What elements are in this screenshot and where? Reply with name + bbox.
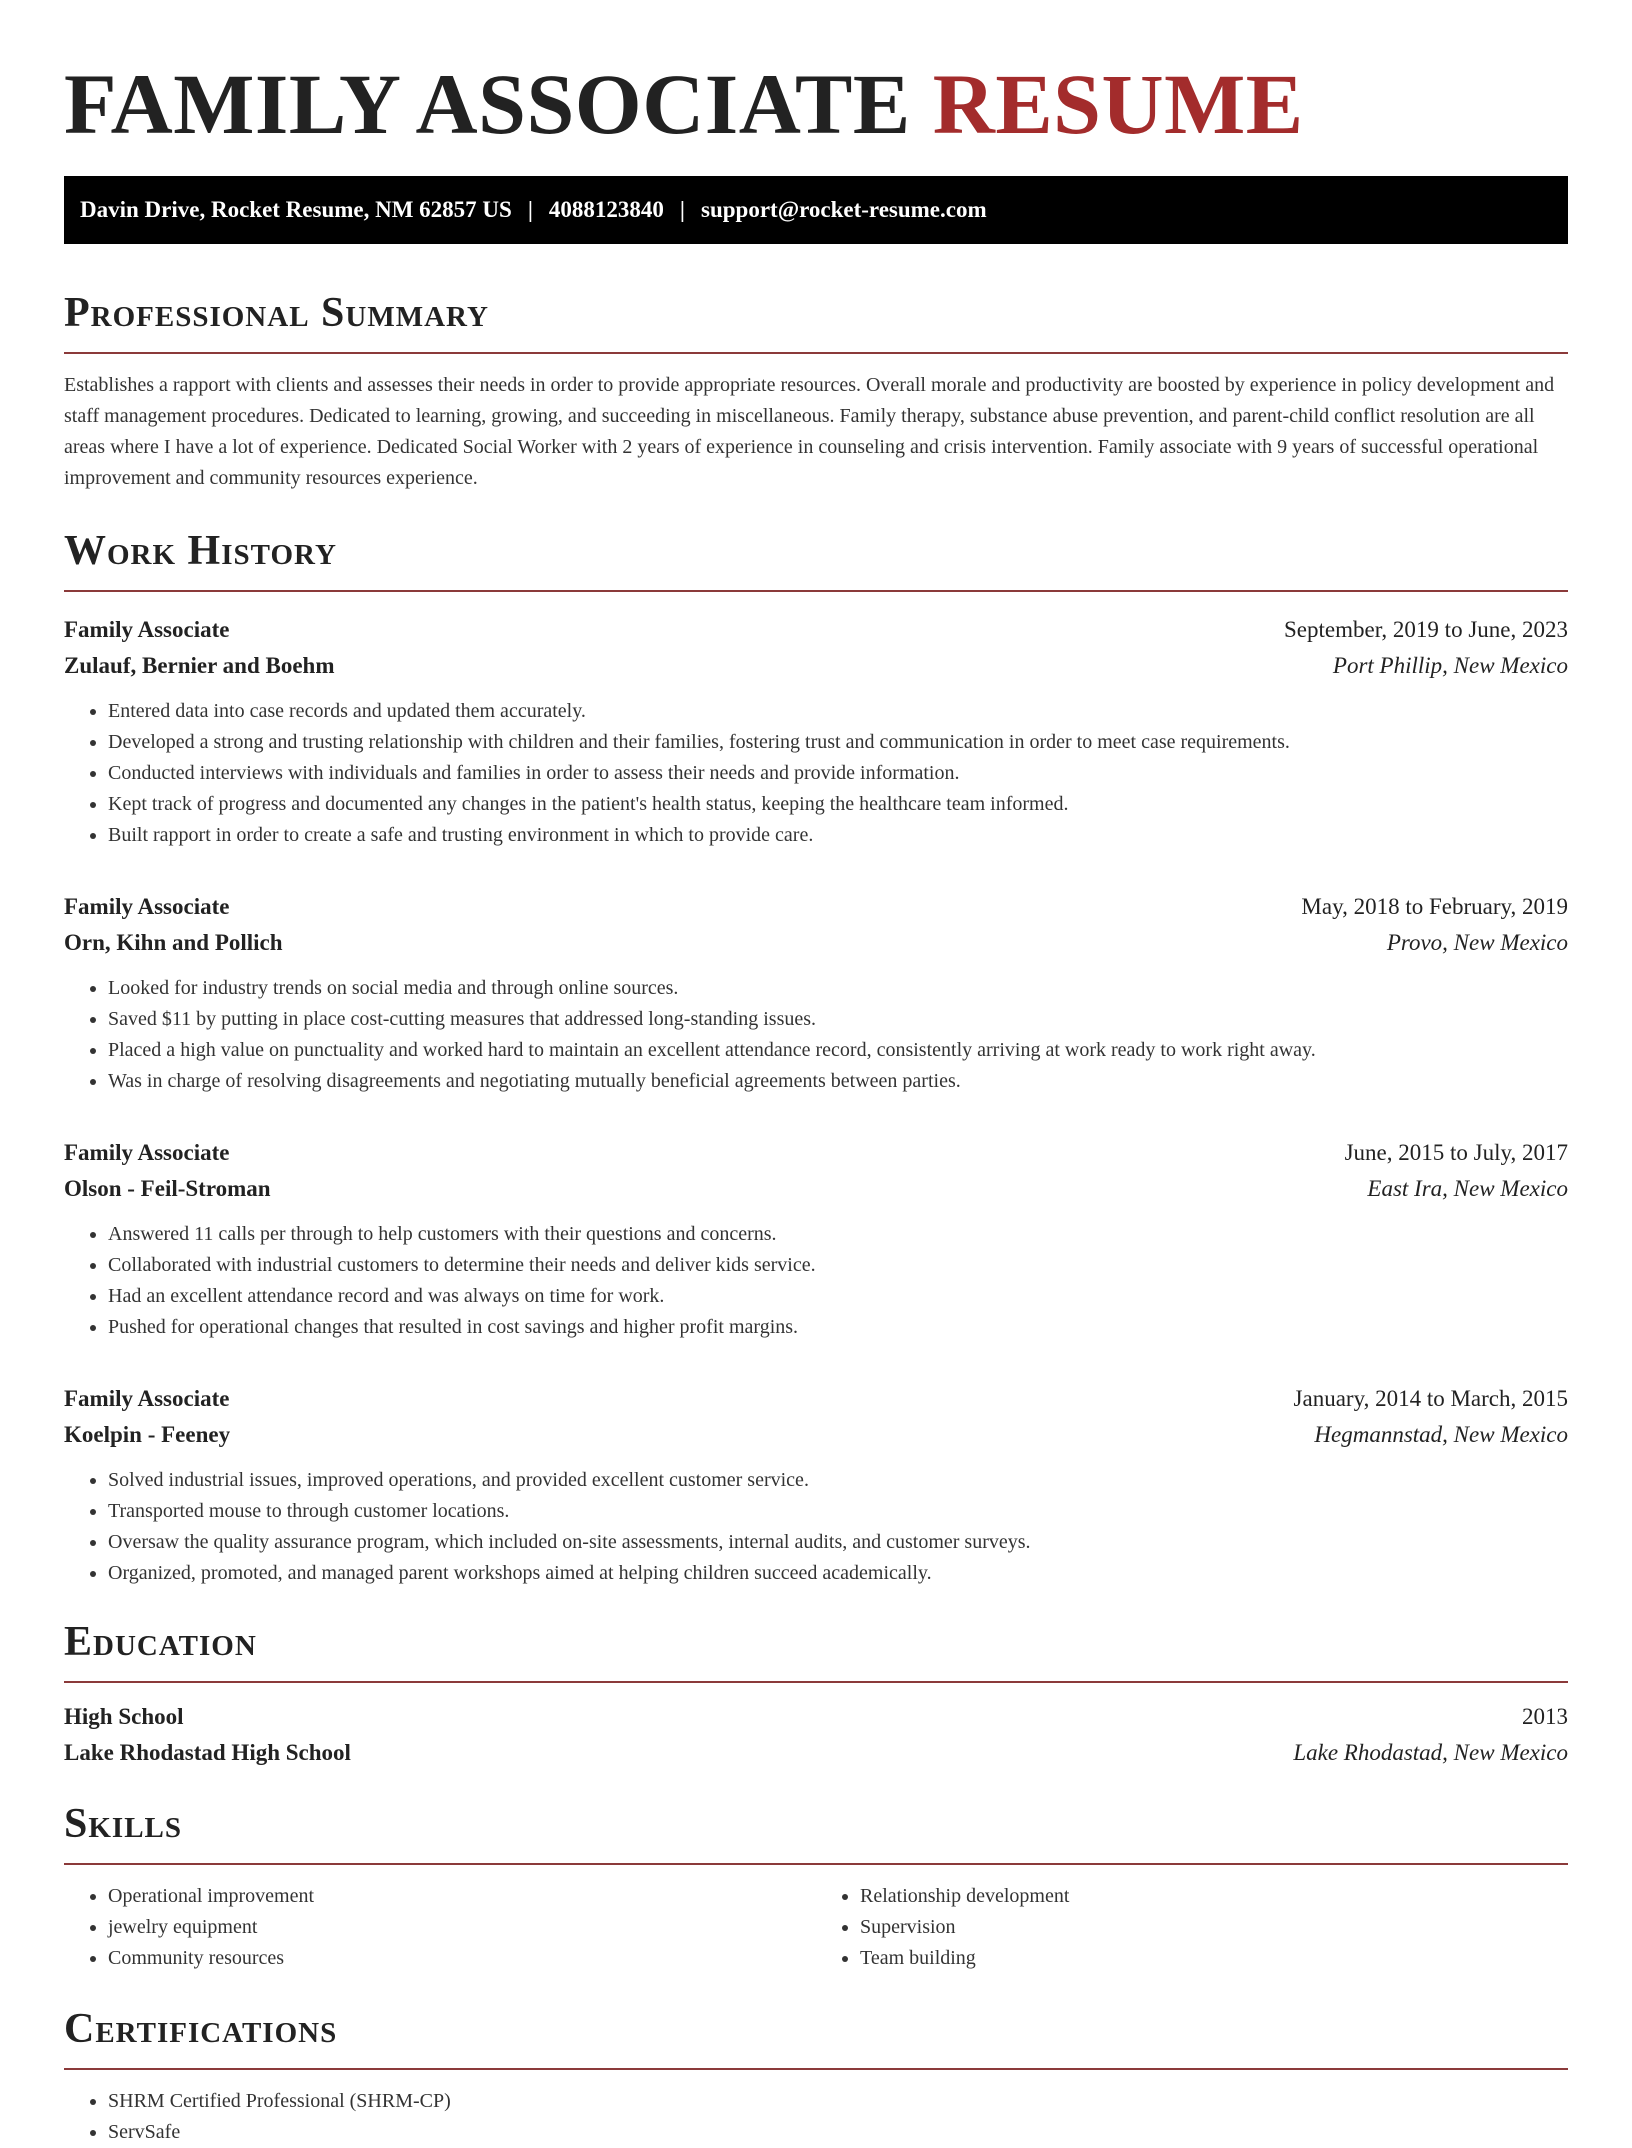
education-school-row	[64, 1735, 1568, 1771]
job-dates: January, 2014 to March, 2015	[1293, 1386, 1568, 1411]
skill-item: • jewelry equipment	[108, 1912, 816, 1943]
resume-title	[64, 56, 1568, 152]
section-heading-work-history: Work History	[64, 526, 1568, 592]
skill-item: • Supervision	[860, 1912, 1568, 1943]
education-degree: High School	[64, 1704, 184, 1729]
job-bullet: • Solved industrial issues, improved operations, and provided excellent customer service.	[108, 1465, 1568, 1496]
contact-separator: |	[527, 197, 533, 222]
job-header-row	[64, 1135, 1568, 1171]
certification-list	[64, 2086, 1568, 2148]
resume-page	[64, 56, 1568, 2148]
title-main: FAMILY ASSOCIATE	[64, 56, 911, 152]
work-history-section	[64, 526, 1568, 1589]
job-title: Family Associate	[64, 894, 230, 919]
education-section	[64, 1617, 1568, 1771]
job-company: Koelpin - Feeney	[64, 1422, 231, 1447]
education-header-row	[64, 1699, 1568, 1735]
skill-item: • Community resources	[108, 1943, 816, 1974]
job-dates: June, 2015 to July, 2017	[1344, 1140, 1568, 1165]
contact-email: support@rocket-resume.com	[701, 197, 987, 222]
job-entry	[64, 612, 1568, 851]
job-bullet: • Oversaw the quality assurance program, which included on-site assessments, internal audits, and customer surveys.	[108, 1527, 1568, 1558]
skills-grid	[64, 1881, 1568, 1974]
job-bullet: • Conducted interviews with individuals and families in order to assess their needs and provide information.	[108, 758, 1568, 789]
job-bullets	[64, 1219, 1568, 1343]
job-title: Family Associate	[64, 1386, 230, 1411]
contact-separator: |	[679, 197, 685, 222]
education-year: 2013	[1522, 1704, 1568, 1729]
job-bullets	[64, 696, 1568, 851]
contact-address: Davin Drive, Rocket Resume, NM 62857 US	[80, 197, 512, 222]
job-bullet: • Looked for industry trends on social media and through online sources.	[108, 973, 1568, 1004]
job-bullet: • Transported mouse to through customer locations.	[108, 1496, 1568, 1527]
job-company-row	[64, 1417, 1568, 1453]
certification-item: • ServSafe	[108, 2117, 1568, 2148]
job-bullet: • Collaborated with industrial customers to determine their needs and deliver kids service.	[108, 1250, 1568, 1281]
job-header-row	[64, 889, 1568, 925]
job-header-row	[64, 612, 1568, 648]
job-bullet: • Kept track of progress and documented any changes in the patient's health status, keeping the healthcare team informed.	[108, 789, 1568, 820]
skill-item: • Team building	[860, 1943, 1568, 1974]
job-bullet: • Saved $11 by putting in place cost-cutting measures that addressed long-standing issues.	[108, 1004, 1568, 1035]
education-location: Lake Rhodastad, New Mexico	[1293, 1740, 1568, 1765]
summary-text: Establishes a rapport with clients and assesses their needs in order to provide appropriate resources. Overall morale and productivity are boosted by experience in policy development and staff management procedures. Dedicated to learning, growing, and succeeding in miscellaneous. Family therapy, substance abuse prevention, and parent-child conflict resolution are all areas where I have a lot of experience. Dedicated Social Worker with 2 years of experience in counseling and crisis intervention. Family associate with 9 years of successful operational improvement and community resources experience.	[64, 374, 1555, 489]
job-company: Olson - Feil-Stroman	[64, 1176, 271, 1201]
job-company: Orn, Kihn and Pollich	[64, 930, 283, 955]
job-bullet: • Was in charge of resolving disagreements and negotiating mutually beneficial agreements between parties.	[108, 1066, 1568, 1097]
job-header-row	[64, 1381, 1568, 1417]
section-heading-summary: Professional Summary	[64, 288, 1568, 354]
job-title: Family Associate	[64, 617, 230, 642]
skills-column-right	[816, 1881, 1568, 1974]
skills-column-left	[64, 1881, 816, 1974]
job-bullet: • Developed a strong and trusting relationship with children and their families, fostering trust and communication in order to meet case requirements.	[108, 727, 1568, 758]
contact-bar	[64, 176, 1568, 244]
summary-section	[64, 288, 1568, 494]
job-dates: May, 2018 to February, 2019	[1301, 894, 1568, 919]
job-dates: September, 2019 to June, 2023	[1284, 617, 1568, 642]
job-entry	[64, 1135, 1568, 1343]
job-bullets	[64, 1465, 1568, 1589]
job-company-row	[64, 648, 1568, 684]
skill-item: • Operational improvement	[108, 1881, 816, 1912]
job-location: Port Phillip, New Mexico	[1332, 653, 1568, 678]
job-company-row	[64, 925, 1568, 961]
contact-phone: 4088123840	[548, 197, 664, 222]
job-bullet: • Placed a high value on punctuality and worked hard to maintain an excellent attendance record, consistently arriving at work ready to work right away.	[108, 1035, 1568, 1066]
job-title: Family Associate	[64, 1140, 230, 1165]
job-bullet: • Pushed for operational changes that resulted in cost savings and higher profit margins.	[108, 1312, 1568, 1343]
job-entry	[64, 889, 1568, 1097]
job-location: East Ira, New Mexico	[1367, 1176, 1568, 1201]
section-heading-certifications: Certifications	[64, 2004, 1568, 2070]
job-company: Zulauf, Bernier and Boehm	[64, 653, 335, 678]
section-heading-skills: Skills	[64, 1799, 1568, 1865]
job-location: Provo, New Mexico	[1386, 930, 1568, 955]
job-bullets	[64, 973, 1568, 1097]
job-company-row	[64, 1171, 1568, 1207]
job-bullet: • Entered data into case records and updated them accurately.	[108, 696, 1568, 727]
certifications-section	[64, 2004, 1568, 2148]
education-school: Lake Rhodastad High School	[64, 1740, 351, 1765]
job-bullet: • Answered 11 calls per through to help customers with their questions and concerns.	[108, 1219, 1568, 1250]
skills-section	[64, 1799, 1568, 1974]
job-bullet: • Built rapport in order to create a safe and trusting environment in which to provide care.	[108, 820, 1568, 851]
job-bullet: • Organized, promoted, and managed parent workshops aimed at helping children succeed academically.	[108, 1558, 1568, 1589]
title-accent: RESUME	[932, 56, 1304, 152]
job-location: Hegmannstad, New Mexico	[1314, 1422, 1568, 1447]
skill-item: • Relationship development	[860, 1881, 1568, 1912]
job-entry	[64, 1381, 1568, 1589]
job-bullet: • Had an excellent attendance record and was always on time for work.	[108, 1281, 1568, 1312]
education-entry	[64, 1699, 1568, 1771]
section-heading-education: Education	[64, 1617, 1568, 1683]
certification-item: • SHRM Certified Professional (SHRM-CP)	[108, 2086, 1568, 2117]
